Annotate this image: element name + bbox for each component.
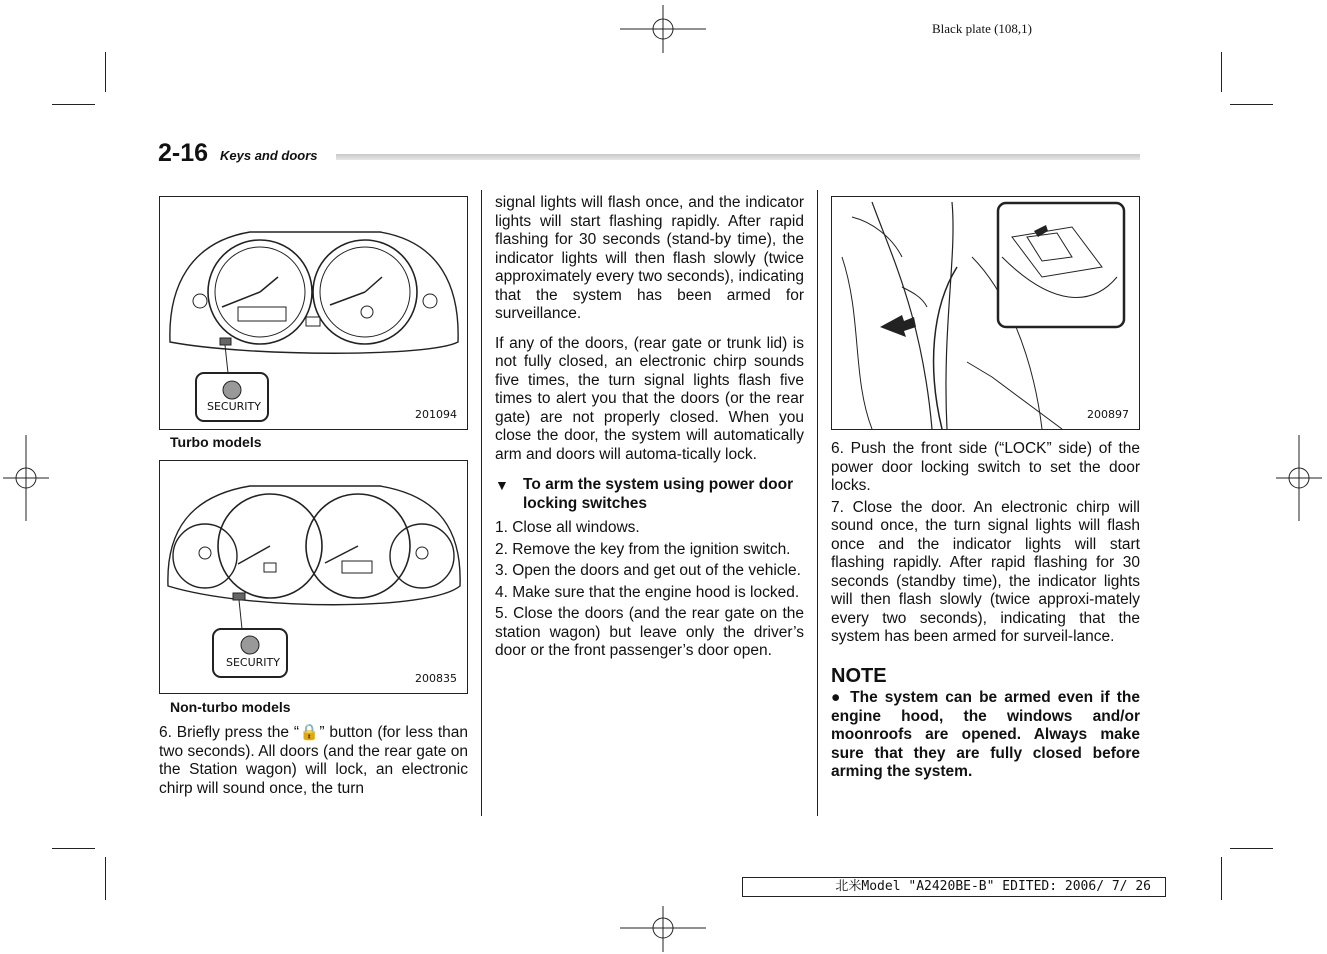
section-heading — [495, 476, 804, 513]
step-item: 1. Close all windows. — [495, 519, 640, 536]
column-2-text — [495, 194, 804, 661]
figure-number: 200897 — [1087, 408, 1129, 421]
security-label: SECURITY — [226, 656, 280, 669]
note-body: ● The system can be armed even if the engine hood, the windows and/or moonroofs are opened. Always make sure that they are fully closed before arming the system. — [831, 689, 1140, 780]
step-6-text: 6. Briefly press the “🔒” button (for less than two seconds). All doors (and the rear gate on the Station wagon) will lock, an electronic chirp will sound once, the turn — [159, 724, 468, 797]
crop-mark — [1230, 848, 1273, 849]
step-item: 2. Remove the key from the ignition switch. — [495, 540, 791, 558]
step-item: 4. Make sure that the engine hood is locked. — [495, 583, 800, 601]
figure-number: 201094 — [415, 408, 457, 421]
plate-label: Black plate (108,1) — [932, 21, 1032, 36]
step-6-text: 6. Push the front side (“LOCK” side) of the power door locking switch to set the door locks. — [831, 440, 1140, 494]
registration-mark — [620, 5, 706, 53]
column-divider — [481, 190, 482, 816]
column-divider — [817, 190, 818, 816]
crop-mark — [1221, 857, 1222, 900]
figure-caption: Non-turbo models — [170, 699, 291, 715]
crop-mark — [105, 857, 106, 900]
page-number: 2-16 — [158, 139, 209, 167]
registration-mark — [620, 906, 706, 952]
note-title: NOTE — [831, 664, 887, 687]
section-heading-text: To arm the system using power door locking switches — [523, 476, 794, 512]
paragraph: signal lights will flash once, and the indicator lights will start flashing rapidly. After rapid flashing for 30 seconds (stand-by time), the indicator lights will then flash slowly (twice approximately every two seconds), indicating that the system has been armed for surveillance. — [495, 194, 804, 322]
edit-info-footer: 北米Model "A2420BE-B" EDITED: 2006/ 7/ 26 — [742, 877, 1166, 897]
figure-nonturbo-cluster — [159, 460, 468, 694]
column-1-text — [159, 724, 468, 798]
crop-mark — [1230, 104, 1273, 105]
step-item: 5. Close the doors (and the rear gate on the station wagon) but leave only the driver’s door or the front passenger’s door open. — [495, 605, 804, 659]
crop-mark — [52, 848, 95, 849]
triangle-bullet-icon: ▼ — [495, 477, 509, 493]
figure-turbo-cluster — [159, 196, 468, 430]
header-bar — [336, 154, 1140, 160]
section-title: Keys and doors — [220, 148, 318, 163]
crop-mark — [1221, 52, 1222, 92]
column-3-text — [831, 440, 1140, 782]
crop-mark — [52, 104, 95, 105]
registration-mark — [1276, 435, 1322, 521]
registration-mark — [3, 435, 49, 521]
security-label: SECURITY — [207, 400, 261, 413]
figure-door-switch — [831, 196, 1140, 430]
step-7-text: 7. Close the door. An electronic chirp will sound once, the turn signal lights will flash once and the indicator lights will start flashing rapidly. After rapid flashing for 30 seconds (standby time), the indicator lights will then flash slowly (twice approxi-mately every two seconds), indicating that the system has been armed for surveil-lance. — [831, 498, 1140, 645]
figure-caption: Turbo models — [170, 434, 262, 450]
step-item: 3. Open the doors and get out of the vehicle. — [495, 562, 801, 579]
figure-number: 200835 — [415, 672, 457, 685]
crop-mark — [105, 52, 106, 92]
paragraph: If any of the doors, (rear gate or trunk lid) is not fully closed, an electronic chirp sounds five times, the turn signal lights flash five times to alert you that the doors (or the rear gate) are not properly closed. When you close the door, the system will automatically arm and doors will automa-tically lock. — [495, 334, 804, 463]
